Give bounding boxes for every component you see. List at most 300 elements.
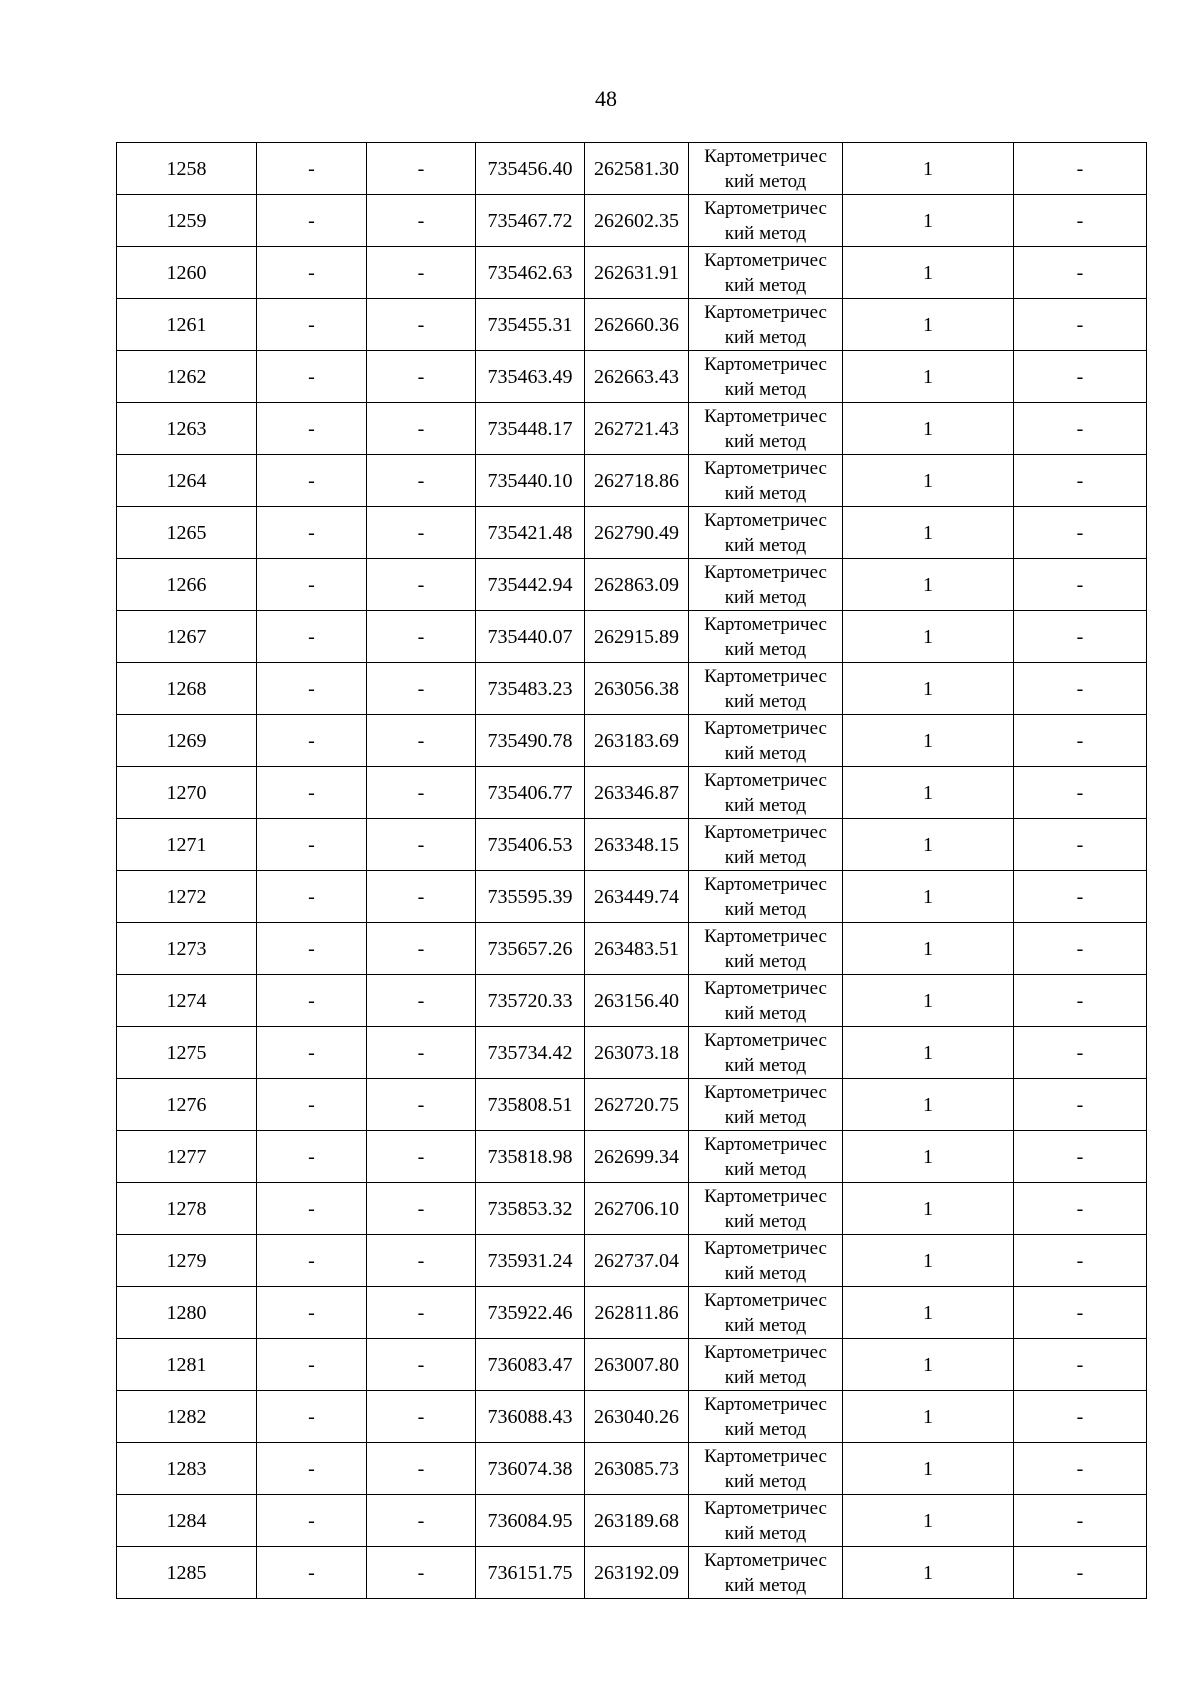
y-coordinate-cell: 263040.26 xyxy=(585,1391,689,1443)
method-cell xyxy=(689,1443,843,1495)
note-cell: - xyxy=(1014,351,1147,403)
x-coordinate-cell: 735467.72 xyxy=(476,195,585,247)
method-cell xyxy=(689,975,843,1027)
method-text-line: Картометричес xyxy=(704,666,827,687)
y-coordinate-cell: 263348.15 xyxy=(585,819,689,871)
y-coordinate-cell: 263189.68 xyxy=(585,1495,689,1547)
x-coordinate-cell: 735922.46 xyxy=(476,1287,585,1339)
accuracy-cell: 1 xyxy=(843,871,1014,923)
x-coordinate-cell: 736084.95 xyxy=(476,1495,585,1547)
method-text-line: Картометричес xyxy=(704,1342,827,1363)
blank-cell-a: - xyxy=(257,923,367,975)
note-cell: - xyxy=(1014,975,1147,1027)
method-cell xyxy=(689,1131,843,1183)
x-coordinate-cell: 735440.10 xyxy=(476,455,585,507)
accuracy-cell: 1 xyxy=(843,1131,1014,1183)
note-cell: - xyxy=(1014,1391,1147,1443)
method-text-line: Картометричес xyxy=(704,1030,827,1051)
method-cell xyxy=(689,299,843,351)
blank-cell-b: - xyxy=(367,715,476,767)
method-text-line: Картометричес xyxy=(704,406,827,427)
table-row xyxy=(117,871,1147,923)
blank-cell-b: - xyxy=(367,871,476,923)
blank-cell-b: - xyxy=(367,1391,476,1443)
y-coordinate-cell: 262602.35 xyxy=(585,195,689,247)
y-coordinate-cell: 262663.43 xyxy=(585,351,689,403)
method-cell xyxy=(689,715,843,767)
x-coordinate-cell: 735734.42 xyxy=(476,1027,585,1079)
table-row xyxy=(117,1235,1147,1287)
table-row xyxy=(117,1079,1147,1131)
table-row xyxy=(117,1547,1147,1599)
method-text-line: кий метод xyxy=(724,1055,807,1076)
blank-cell-b: - xyxy=(367,1339,476,1391)
table-row xyxy=(117,1183,1147,1235)
blank-cell-b: - xyxy=(367,975,476,1027)
point-number-cell: 1279 xyxy=(117,1235,257,1287)
point-number-cell: 1269 xyxy=(117,715,257,767)
method-text-line: Картометричес xyxy=(704,614,827,635)
blank-cell-a: - xyxy=(257,1027,367,1079)
x-coordinate-cell: 736151.75 xyxy=(476,1547,585,1599)
blank-cell-b: - xyxy=(367,247,476,299)
method-text-line: Картометричес xyxy=(704,1238,827,1259)
accuracy-cell: 1 xyxy=(843,195,1014,247)
accuracy-cell: 1 xyxy=(843,1443,1014,1495)
x-coordinate-cell: 735808.51 xyxy=(476,1079,585,1131)
table-row xyxy=(117,351,1147,403)
blank-cell-a: - xyxy=(257,507,367,559)
blank-cell-b: - xyxy=(367,143,476,195)
point-number-cell: 1278 xyxy=(117,1183,257,1235)
table-row xyxy=(117,403,1147,455)
y-coordinate-cell: 263007.80 xyxy=(585,1339,689,1391)
accuracy-cell: 1 xyxy=(843,975,1014,1027)
point-number-cell: 1262 xyxy=(117,351,257,403)
accuracy-cell: 1 xyxy=(843,507,1014,559)
method-text-line: Картометричес xyxy=(704,562,827,583)
method-cell xyxy=(689,611,843,663)
y-coordinate-cell: 262718.86 xyxy=(585,455,689,507)
method-cell xyxy=(689,143,843,195)
table-row xyxy=(117,507,1147,559)
table-row xyxy=(117,767,1147,819)
method-text-line: Картометричес xyxy=(704,302,827,323)
blank-cell-a: - xyxy=(257,143,367,195)
y-coordinate-cell: 262699.34 xyxy=(585,1131,689,1183)
method-text-line: кий метод xyxy=(724,1003,807,1024)
note-cell: - xyxy=(1014,559,1147,611)
accuracy-cell: 1 xyxy=(843,1183,1014,1235)
note-cell: - xyxy=(1014,403,1147,455)
blank-cell-b: - xyxy=(367,1079,476,1131)
coordinates-table xyxy=(116,142,1147,1599)
coordinates-table-body xyxy=(117,143,1147,1599)
table-row xyxy=(117,1443,1147,1495)
note-cell: - xyxy=(1014,819,1147,871)
x-coordinate-cell: 735455.31 xyxy=(476,299,585,351)
table-row xyxy=(117,1287,1147,1339)
method-text-line: кий метод xyxy=(724,1315,807,1336)
x-coordinate-cell: 736074.38 xyxy=(476,1443,585,1495)
x-coordinate-cell: 735448.17 xyxy=(476,403,585,455)
blank-cell-a: - xyxy=(257,247,367,299)
table-row xyxy=(117,1339,1147,1391)
method-cell xyxy=(689,195,843,247)
accuracy-cell: 1 xyxy=(843,1079,1014,1131)
point-number-cell: 1280 xyxy=(117,1287,257,1339)
method-text-line: Картометричес xyxy=(704,874,827,895)
table-row xyxy=(117,819,1147,871)
blank-cell-a: - xyxy=(257,611,367,663)
point-number-cell: 1259 xyxy=(117,195,257,247)
method-text-line: Картометричес xyxy=(704,1446,827,1467)
point-number-cell: 1273 xyxy=(117,923,257,975)
note-cell: - xyxy=(1014,1287,1147,1339)
method-text-line: Картометричес xyxy=(704,1394,827,1415)
table-row xyxy=(117,455,1147,507)
method-text-line: кий метод xyxy=(724,275,807,296)
note-cell: - xyxy=(1014,1547,1147,1599)
note-cell: - xyxy=(1014,507,1147,559)
method-text-line: кий метод xyxy=(724,1575,807,1596)
x-coordinate-cell: 735490.78 xyxy=(476,715,585,767)
blank-cell-a: - xyxy=(257,1235,367,1287)
method-text-line: Картометричес xyxy=(704,458,827,479)
method-text-line: кий метод xyxy=(724,691,807,712)
x-coordinate-cell: 735406.53 xyxy=(476,819,585,871)
note-cell: - xyxy=(1014,195,1147,247)
method-cell xyxy=(689,871,843,923)
x-coordinate-cell: 735463.49 xyxy=(476,351,585,403)
blank-cell-a: - xyxy=(257,559,367,611)
method-cell xyxy=(689,819,843,871)
method-text-line: кий метод xyxy=(724,639,807,660)
method-text-line: кий метод xyxy=(724,327,807,348)
y-coordinate-cell: 262721.43 xyxy=(585,403,689,455)
method-text-line: Картометричес xyxy=(704,718,827,739)
accuracy-cell: 1 xyxy=(843,559,1014,611)
method-text-line: кий метод xyxy=(724,1471,807,1492)
method-text-line: кий метод xyxy=(724,847,807,868)
y-coordinate-cell: 263449.74 xyxy=(585,871,689,923)
x-coordinate-cell: 735406.77 xyxy=(476,767,585,819)
y-coordinate-cell: 262631.91 xyxy=(585,247,689,299)
method-text-line: кий метод xyxy=(724,535,807,556)
blank-cell-a: - xyxy=(257,975,367,1027)
method-text-line: Картометричес xyxy=(704,198,827,219)
point-number-cell: 1285 xyxy=(117,1547,257,1599)
y-coordinate-cell: 262811.86 xyxy=(585,1287,689,1339)
method-cell xyxy=(689,1235,843,1287)
method-text-line: кий метод xyxy=(724,223,807,244)
table-row xyxy=(117,195,1147,247)
note-cell: - xyxy=(1014,767,1147,819)
note-cell: - xyxy=(1014,1027,1147,1079)
table-row xyxy=(117,611,1147,663)
blank-cell-b: - xyxy=(367,455,476,507)
accuracy-cell: 1 xyxy=(843,663,1014,715)
method-text-line: кий метод xyxy=(724,1159,807,1180)
x-coordinate-cell: 735456.40 xyxy=(476,143,585,195)
blank-cell-a: - xyxy=(257,455,367,507)
accuracy-cell: 1 xyxy=(843,819,1014,871)
accuracy-cell: 1 xyxy=(843,247,1014,299)
method-text-line: Картометричес xyxy=(704,1498,827,1519)
method-text-line: кий метод xyxy=(724,743,807,764)
x-coordinate-cell: 735931.24 xyxy=(476,1235,585,1287)
blank-cell-b: - xyxy=(367,1027,476,1079)
blank-cell-a: - xyxy=(257,1443,367,1495)
blank-cell-b: - xyxy=(367,351,476,403)
blank-cell-b: - xyxy=(367,923,476,975)
accuracy-cell: 1 xyxy=(843,923,1014,975)
method-text-line: Картометричес xyxy=(704,770,827,791)
blank-cell-b: - xyxy=(367,819,476,871)
accuracy-cell: 1 xyxy=(843,1339,1014,1391)
method-text-line: кий метод xyxy=(724,1523,807,1544)
accuracy-cell: 1 xyxy=(843,1027,1014,1079)
blank-cell-b: - xyxy=(367,559,476,611)
table-row xyxy=(117,559,1147,611)
blank-cell-a: - xyxy=(257,1287,367,1339)
method-text-line: Картометричес xyxy=(704,510,827,531)
blank-cell-a: - xyxy=(257,1131,367,1183)
method-cell xyxy=(689,1547,843,1599)
method-text-line: кий метод xyxy=(724,171,807,192)
method-cell xyxy=(689,1027,843,1079)
method-cell xyxy=(689,1183,843,1235)
accuracy-cell: 1 xyxy=(843,611,1014,663)
table-row xyxy=(117,1391,1147,1443)
note-cell: - xyxy=(1014,663,1147,715)
blank-cell-a: - xyxy=(257,1495,367,1547)
y-coordinate-cell: 262720.75 xyxy=(585,1079,689,1131)
method-cell xyxy=(689,663,843,715)
point-number-cell: 1258 xyxy=(117,143,257,195)
method-cell xyxy=(689,403,843,455)
blank-cell-b: - xyxy=(367,663,476,715)
table-row xyxy=(117,923,1147,975)
method-text-line: кий метод xyxy=(724,483,807,504)
method-cell xyxy=(689,1287,843,1339)
x-coordinate-cell: 735440.07 xyxy=(476,611,585,663)
y-coordinate-cell: 263346.87 xyxy=(585,767,689,819)
table-row xyxy=(117,299,1147,351)
x-coordinate-cell: 736083.47 xyxy=(476,1339,585,1391)
blank-cell-a: - xyxy=(257,1183,367,1235)
note-cell: - xyxy=(1014,299,1147,351)
method-text-line: Картометричес xyxy=(704,978,827,999)
y-coordinate-cell: 263192.09 xyxy=(585,1547,689,1599)
note-cell: - xyxy=(1014,923,1147,975)
blank-cell-b: - xyxy=(367,299,476,351)
x-coordinate-cell: 735483.23 xyxy=(476,663,585,715)
accuracy-cell: 1 xyxy=(843,767,1014,819)
note-cell: - xyxy=(1014,611,1147,663)
x-coordinate-cell: 735595.39 xyxy=(476,871,585,923)
method-cell xyxy=(689,923,843,975)
y-coordinate-cell: 262706.10 xyxy=(585,1183,689,1235)
note-cell: - xyxy=(1014,715,1147,767)
blank-cell-b: - xyxy=(367,195,476,247)
y-coordinate-cell: 262790.49 xyxy=(585,507,689,559)
blank-cell-b: - xyxy=(367,1235,476,1287)
table-row xyxy=(117,1495,1147,1547)
accuracy-cell: 1 xyxy=(843,403,1014,455)
y-coordinate-cell: 262581.30 xyxy=(585,143,689,195)
blank-cell-b: - xyxy=(367,1547,476,1599)
point-number-cell: 1272 xyxy=(117,871,257,923)
page-number: 48 xyxy=(595,86,617,111)
table-row xyxy=(117,1131,1147,1183)
y-coordinate-cell: 263073.18 xyxy=(585,1027,689,1079)
point-number-cell: 1268 xyxy=(117,663,257,715)
method-text-line: кий метод xyxy=(724,795,807,816)
point-number-cell: 1261 xyxy=(117,299,257,351)
method-text-line: Картометричес xyxy=(704,1134,827,1155)
method-text-line: кий метод xyxy=(724,431,807,452)
note-cell: - xyxy=(1014,1131,1147,1183)
accuracy-cell: 1 xyxy=(843,1287,1014,1339)
x-coordinate-cell: 735442.94 xyxy=(476,559,585,611)
method-text-line: кий метод xyxy=(724,1263,807,1284)
method-cell xyxy=(689,767,843,819)
table-row xyxy=(117,715,1147,767)
note-cell: - xyxy=(1014,1495,1147,1547)
y-coordinate-cell: 262863.09 xyxy=(585,559,689,611)
accuracy-cell: 1 xyxy=(843,299,1014,351)
method-text-line: Картометричес xyxy=(704,250,827,271)
blank-cell-a: - xyxy=(257,767,367,819)
method-cell xyxy=(689,247,843,299)
blank-cell-a: - xyxy=(257,1079,367,1131)
point-number-cell: 1265 xyxy=(117,507,257,559)
blank-cell-a: - xyxy=(257,1391,367,1443)
method-text-line: Картометричес xyxy=(704,926,827,947)
blank-cell-a: - xyxy=(257,403,367,455)
point-number-cell: 1267 xyxy=(117,611,257,663)
method-text-line: Картометричес xyxy=(704,354,827,375)
method-cell xyxy=(689,455,843,507)
method-cell xyxy=(689,1391,843,1443)
method-text-line: Картометричес xyxy=(704,1290,827,1311)
y-coordinate-cell: 262660.36 xyxy=(585,299,689,351)
accuracy-cell: 1 xyxy=(843,1391,1014,1443)
accuracy-cell: 1 xyxy=(843,1495,1014,1547)
point-number-cell: 1270 xyxy=(117,767,257,819)
method-cell xyxy=(689,507,843,559)
method-text-line: кий метод xyxy=(724,899,807,920)
blank-cell-b: - xyxy=(367,507,476,559)
x-coordinate-cell: 735853.32 xyxy=(476,1183,585,1235)
point-number-cell: 1277 xyxy=(117,1131,257,1183)
point-number-cell: 1264 xyxy=(117,455,257,507)
note-cell: - xyxy=(1014,247,1147,299)
note-cell: - xyxy=(1014,455,1147,507)
blank-cell-b: - xyxy=(367,403,476,455)
table-row xyxy=(117,975,1147,1027)
method-cell xyxy=(689,1339,843,1391)
blank-cell-b: - xyxy=(367,1287,476,1339)
point-number-cell: 1282 xyxy=(117,1391,257,1443)
y-coordinate-cell: 263183.69 xyxy=(585,715,689,767)
blank-cell-a: - xyxy=(257,195,367,247)
blank-cell-b: - xyxy=(367,1183,476,1235)
note-cell: - xyxy=(1014,1339,1147,1391)
table-row xyxy=(117,247,1147,299)
note-cell: - xyxy=(1014,1183,1147,1235)
method-cell xyxy=(689,1079,843,1131)
blank-cell-a: - xyxy=(257,715,367,767)
y-coordinate-cell: 262737.04 xyxy=(585,1235,689,1287)
method-text-line: кий метод xyxy=(724,1107,807,1128)
method-text-line: кий метод xyxy=(724,379,807,400)
point-number-cell: 1284 xyxy=(117,1495,257,1547)
point-number-cell: 1281 xyxy=(117,1339,257,1391)
blank-cell-a: - xyxy=(257,871,367,923)
method-text-line: кий метод xyxy=(724,951,807,972)
accuracy-cell: 1 xyxy=(843,1547,1014,1599)
point-number-cell: 1266 xyxy=(117,559,257,611)
accuracy-cell: 1 xyxy=(843,143,1014,195)
blank-cell-b: - xyxy=(367,611,476,663)
blank-cell-a: - xyxy=(257,663,367,715)
table-row xyxy=(117,663,1147,715)
method-text-line: кий метод xyxy=(724,1419,807,1440)
y-coordinate-cell: 263085.73 xyxy=(585,1443,689,1495)
method-text-line: Картометричес xyxy=(704,1550,827,1571)
x-coordinate-cell: 736088.43 xyxy=(476,1391,585,1443)
table-row xyxy=(117,143,1147,195)
method-cell xyxy=(689,1495,843,1547)
method-text-line: Картометричес xyxy=(704,1082,827,1103)
note-cell: - xyxy=(1014,871,1147,923)
blank-cell-b: - xyxy=(367,767,476,819)
blank-cell-b: - xyxy=(367,1131,476,1183)
y-coordinate-cell: 263056.38 xyxy=(585,663,689,715)
point-number-cell: 1274 xyxy=(117,975,257,1027)
y-coordinate-cell: 262915.89 xyxy=(585,611,689,663)
table-row xyxy=(117,1027,1147,1079)
note-cell: - xyxy=(1014,1235,1147,1287)
accuracy-cell: 1 xyxy=(843,351,1014,403)
point-number-cell: 1276 xyxy=(117,1079,257,1131)
accuracy-cell: 1 xyxy=(843,455,1014,507)
y-coordinate-cell: 263156.40 xyxy=(585,975,689,1027)
blank-cell-b: - xyxy=(367,1443,476,1495)
blank-cell-a: - xyxy=(257,819,367,871)
note-cell: - xyxy=(1014,1443,1147,1495)
y-coordinate-cell: 263483.51 xyxy=(585,923,689,975)
blank-cell-a: - xyxy=(257,1339,367,1391)
method-text-line: кий метод xyxy=(724,1211,807,1232)
point-number-cell: 1271 xyxy=(117,819,257,871)
blank-cell-b: - xyxy=(367,1495,476,1547)
point-number-cell: 1275 xyxy=(117,1027,257,1079)
blank-cell-a: - xyxy=(257,1547,367,1599)
method-cell xyxy=(689,351,843,403)
method-text-line: Картометричес xyxy=(704,1186,827,1207)
method-cell xyxy=(689,559,843,611)
x-coordinate-cell: 735421.48 xyxy=(476,507,585,559)
point-number-cell: 1263 xyxy=(117,403,257,455)
point-number-cell: 1260 xyxy=(117,247,257,299)
note-cell: - xyxy=(1014,143,1147,195)
point-number-cell: 1283 xyxy=(117,1443,257,1495)
x-coordinate-cell: 735720.33 xyxy=(476,975,585,1027)
x-coordinate-cell: 735818.98 xyxy=(476,1131,585,1183)
